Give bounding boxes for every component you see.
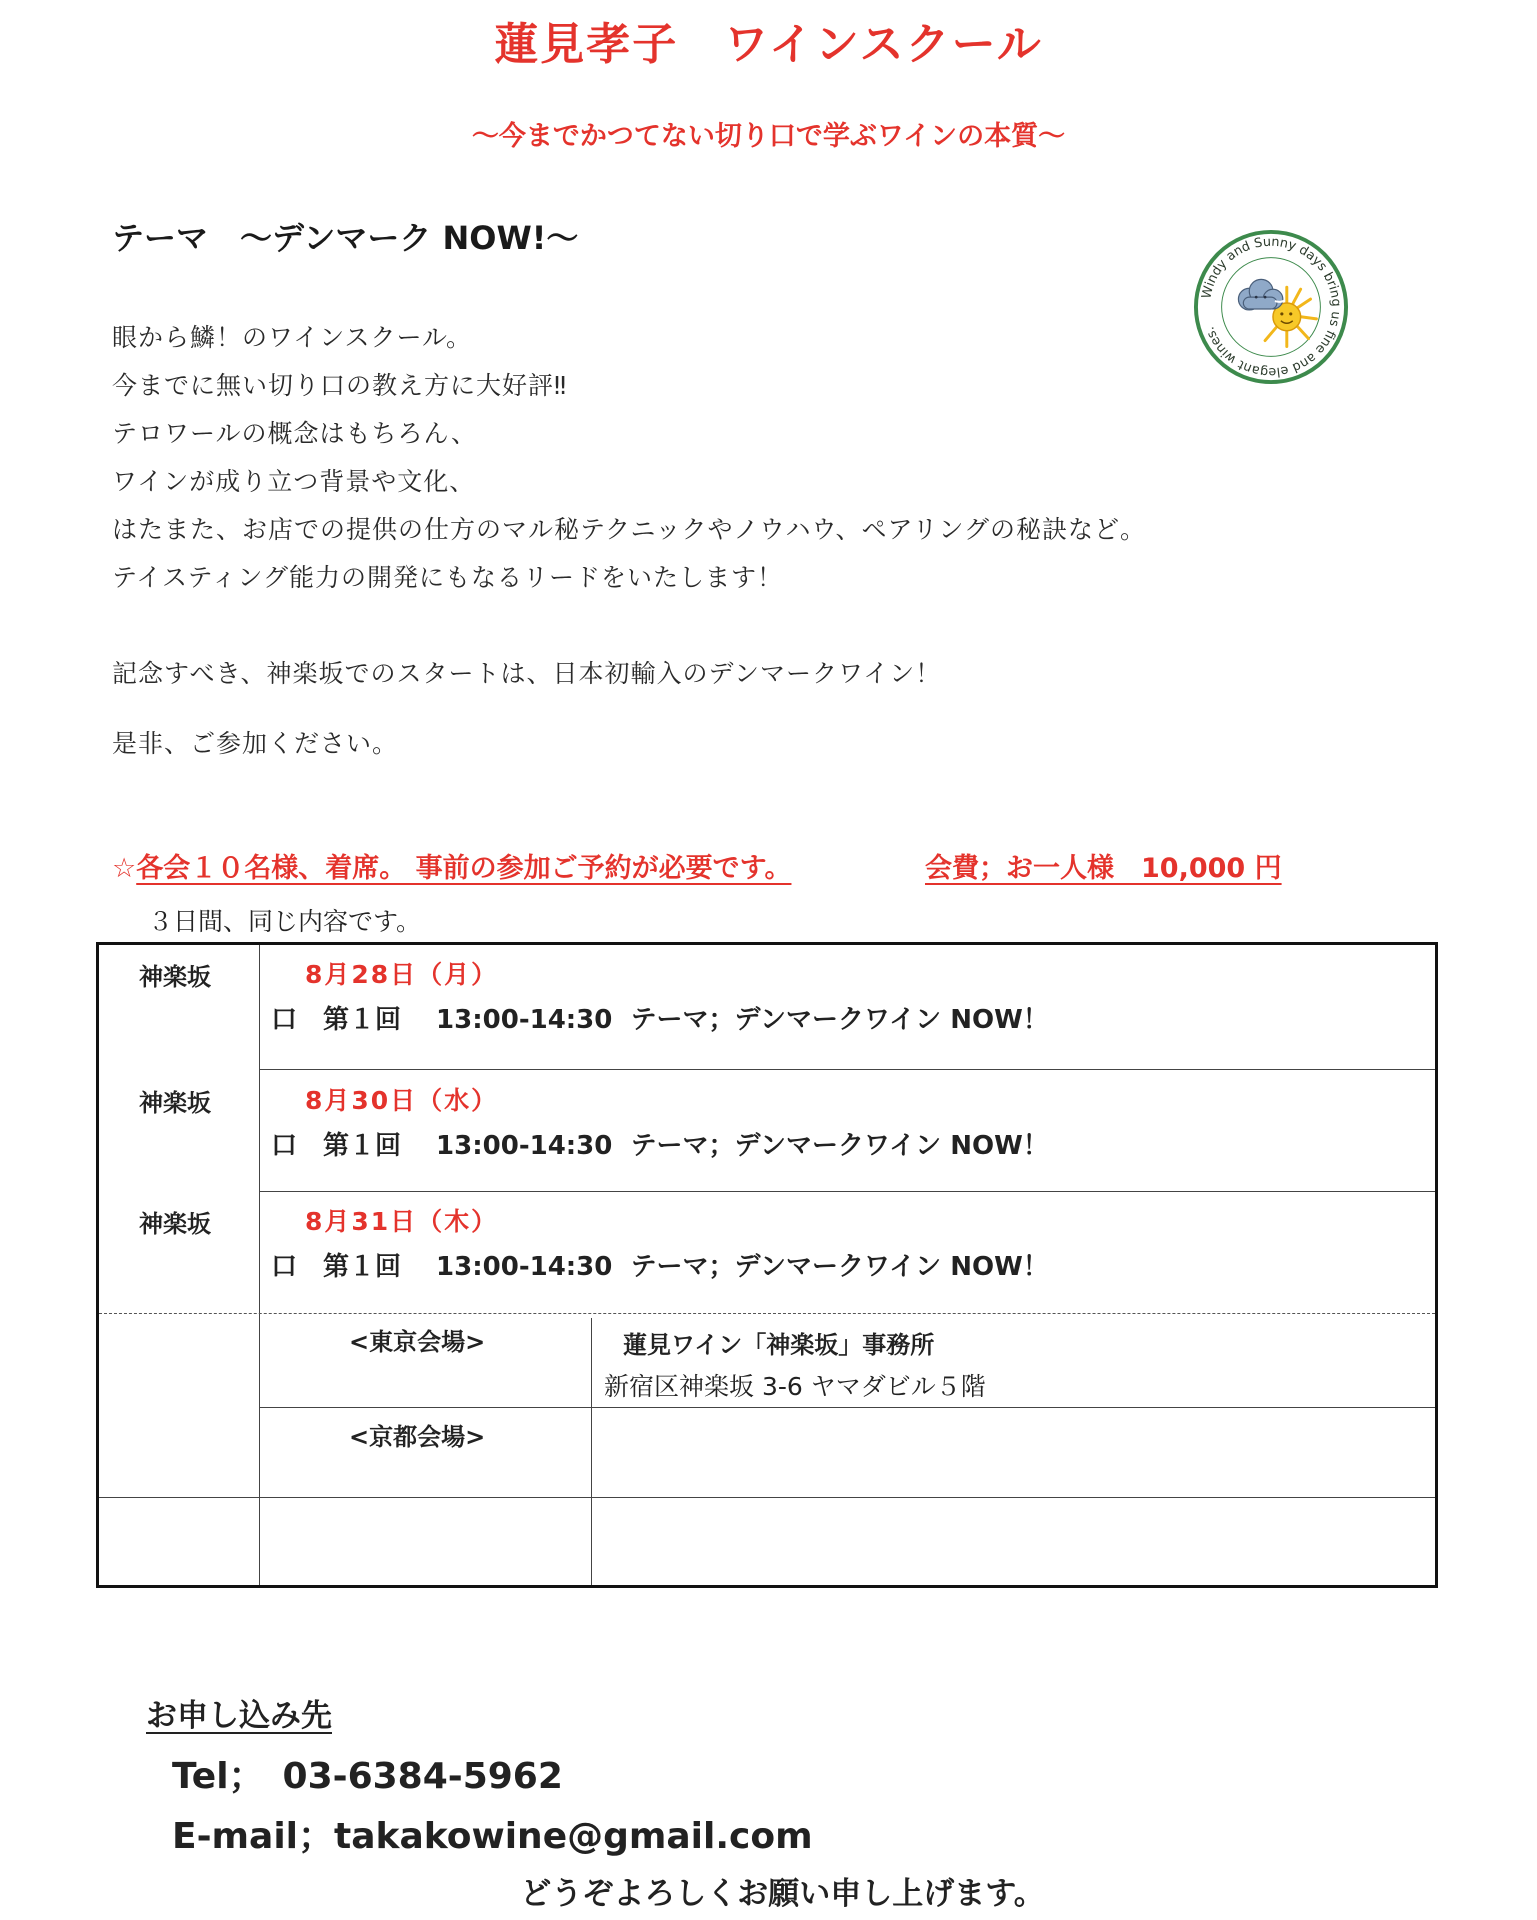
seat-notice-text: 各会１０名様、着席。 事前の参加ご予約が必要です。 bbox=[136, 853, 792, 884]
application-heading: お申し込み先 bbox=[146, 1698, 332, 1734]
logo-text: Windy and Sunny days bring us fine and elegant wines. bbox=[1199, 234, 1344, 380]
closing-message bbox=[0, 1868, 1537, 1913]
intro-line: 記念すべき、神楽坂でのスタートは、日本初輸入のデンマークワイン！ bbox=[112, 659, 942, 688]
tokyo-venue-name: 蓮見ワイン「神楽坂」事務所 bbox=[623, 1331, 935, 1359]
fee-notice: 会費；お一人様 10,000 円 bbox=[925, 853, 1282, 884]
same-content-note: ３日間、同じ内容です。 bbox=[148, 907, 422, 936]
intro-line: はたまた、お店での提供の仕方のマル秘テクニックやノウハウ、ペアリングの秘訣など。 bbox=[112, 515, 1147, 544]
intro-line: 是非、ご参加ください。 bbox=[112, 729, 399, 758]
session-date: 8月30日（水） bbox=[305, 1086, 499, 1115]
session-venue: 神楽坂 bbox=[139, 963, 211, 991]
intro-line: テイスティング能力の開発にもなるリードをいたします！ bbox=[112, 563, 784, 592]
session-detail: 口 第１回 13:00-14:30 テーマ；デンマークワイン NOW！ bbox=[271, 1252, 1049, 1282]
session-date: 8月31日（木） bbox=[305, 1207, 499, 1236]
contact-tel: Tel； 03-6384-5962 bbox=[172, 1756, 563, 1797]
contact-email: E-mail；takakowine@gmail.com bbox=[172, 1816, 813, 1857]
seat-notice bbox=[112, 846, 791, 885]
tokyo-venue-label: <東京会場> bbox=[349, 1328, 486, 1356]
page-subtitle: ～今までかつてない切り口で学ぶワインの本質～ bbox=[471, 121, 1066, 152]
intro-line: テロワールの概念はもちろん、 bbox=[112, 419, 478, 448]
session-date: 8月28日（月） bbox=[305, 960, 499, 989]
closing-text: どうぞよろしくお願い申し上げます。 bbox=[520, 1876, 1045, 1912]
intro-line: 今までに無い切り口の教え方に大好評‼ bbox=[112, 371, 568, 400]
page-title: 蓮見孝子 ワインスクール bbox=[494, 19, 1043, 70]
session-venue: 神楽坂 bbox=[139, 1089, 211, 1117]
star-icon: ☆ bbox=[112, 853, 137, 884]
session-detail: 口 第１回 13:00-14:30 テーマ；デンマークワイン NOW！ bbox=[271, 1131, 1049, 1161]
windy-sunny-logo-icon bbox=[1192, 228, 1350, 386]
schedule-table bbox=[96, 942, 1438, 1588]
intro-line: 眼から鱗！のワインスクール。 bbox=[112, 323, 473, 352]
theme-heading: テーマ ～デンマーク NOW!～ bbox=[112, 219, 579, 257]
session-detail: 口 第１回 13:00-14:30 テーマ；デンマークワイン NOW！ bbox=[271, 1005, 1049, 1035]
session-venue: 神楽坂 bbox=[139, 1210, 211, 1238]
tokyo-venue-address: 新宿区神楽坂 3-6 ヤマダビル５階 bbox=[604, 1372, 986, 1401]
intro-line: ワインが成り立つ背景や文化、 bbox=[112, 467, 476, 496]
kyoto-venue-label: <京都会場> bbox=[349, 1423, 486, 1451]
